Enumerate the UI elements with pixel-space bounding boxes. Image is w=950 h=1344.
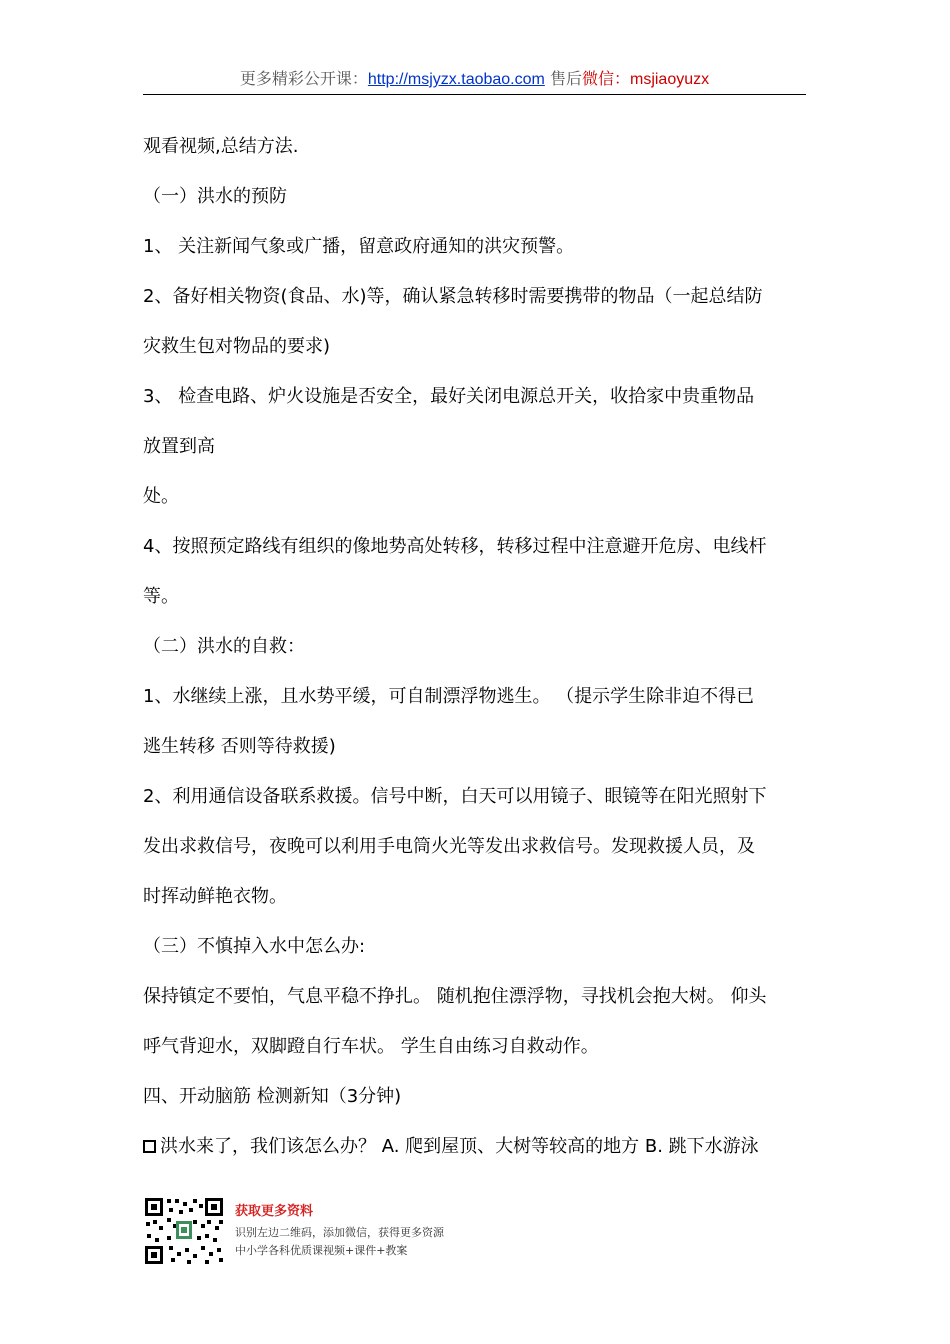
- text-line: 等。: [143, 586, 179, 607]
- text-line: 发出求救信号，夜晚可以利用手电筒火光等发出求救信号。发现救援人员，及: [143, 836, 755, 857]
- text-line: 保持镇定不要怕，气息平稳不挣扎。 随机抱住漂浮物，寻找机会抱大树。 仰头: [143, 986, 767, 1007]
- text-line: 处。: [143, 486, 179, 507]
- question-line: [143, 1122, 806, 1172]
- document-body: [143, 122, 806, 1172]
- section-heading: （一）洪水的预防: [143, 186, 287, 207]
- section-heading: （三）不慎掉入水中怎么办:: [143, 936, 366, 957]
- promo-description: 识别左边二维码，添加微信，获得更多资源: [235, 1226, 444, 1239]
- header-wechat-label: 微信：: [581, 69, 630, 88]
- promo-footer: [143, 1196, 543, 1266]
- text-line: 时挥动鲜艳衣物。: [143, 886, 287, 907]
- text-line: 1、水继续上涨，且水势平缓，可自制漂浮物逃生。 （提示学生除非迫不得已: [143, 686, 755, 707]
- header-link[interactable]: http://msjyzx.taobao.com: [367, 71, 545, 88]
- header-prefix: 更多精彩公开课：: [239, 69, 368, 88]
- text-line: 2、备好相关物资(食品、水)等，确认紧急转移时需要携带的物品（一起总结防: [143, 286, 763, 307]
- promo-resources: 中小学各科优质课视频+课件+教案: [235, 1244, 408, 1257]
- text-line: 1、 关注新闻气象或广播，留意政府通知的洪灾预警。: [143, 236, 575, 257]
- text-line: 4、按照预定路线有组织的像地势高处转移，转移过程中注意避开危房、电线杆: [143, 536, 767, 557]
- header-after-sales: 售后: [549, 69, 582, 88]
- question-text: 洪水来了，我们该怎么办？ A. 爬到屋顶、大树等较高的地方 B. 跳下水游泳: [160, 1136, 759, 1157]
- text-line: 呼气背迎水，双脚蹬自行车状。 学生自由练习自救动作。: [143, 1036, 599, 1057]
- text-line: 放置到高: [143, 436, 215, 457]
- page-header: [143, 64, 806, 95]
- qr-code-icon: [143, 1196, 225, 1266]
- promo-title: 获取更多资料: [235, 1204, 314, 1219]
- text-line: 3、 检查电路、炉火设施是否安全，最好关闭电源总开关，收拾家中贵重物品: [143, 386, 755, 407]
- section-heading: 四、开动脑筋 检测新知（3分钟): [143, 1086, 402, 1107]
- text-line: 2、利用通信设备联系救援。信号中断，白天可以用镜子、眼镜等在阳光照射下: [143, 786, 767, 807]
- text-line: 观看视频,总结方法.: [143, 136, 299, 157]
- checkbox-icon: [143, 1140, 156, 1153]
- section-heading: （二）洪水的自救：: [143, 636, 305, 657]
- text-line: 灾救生包对物品的要求): [143, 336, 331, 357]
- text-line: 逃生转移 否则等待救援): [143, 736, 336, 757]
- header-wechat-id: msjiaoyuzx: [629, 71, 710, 88]
